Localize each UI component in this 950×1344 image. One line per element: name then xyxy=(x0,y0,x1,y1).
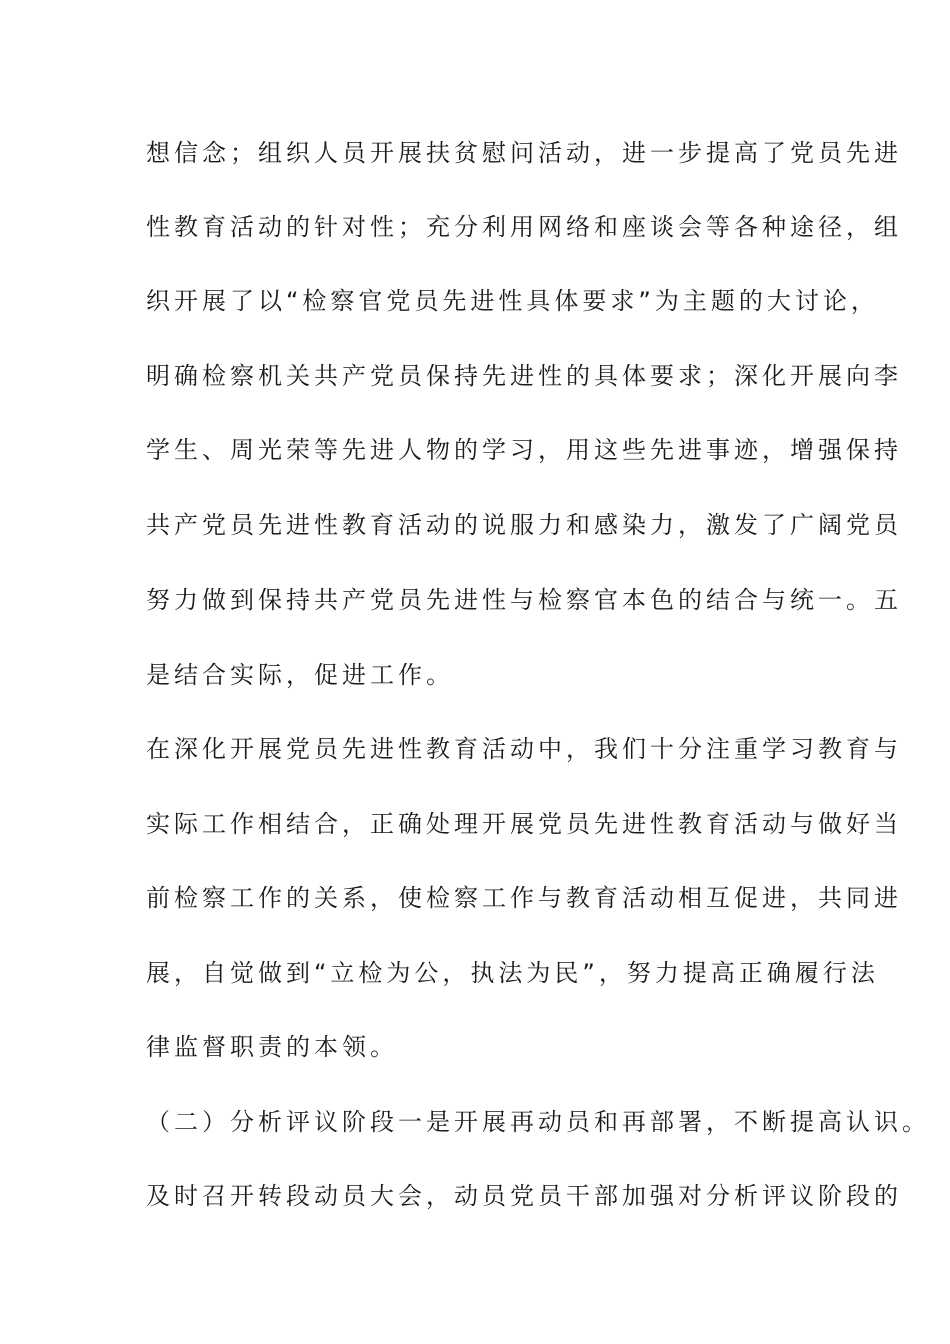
text-line: 律监督职责的本领。 xyxy=(146,1033,398,1061)
paragraph-start-line: 在深化开展党员先进性教育活动中，我们十分注重学习教育与 xyxy=(146,735,902,763)
text-line: 明确检察机关共产党员保持先进性的具体要求；深化开展向李 xyxy=(146,362,902,390)
text-line: 实际工作相结合，正确处理开展党员先进性教育活动与做好当 xyxy=(146,810,902,838)
section-heading-line: （二）分析评议阶段一是开展再动员和再部署，不断提高认识。 xyxy=(146,1108,930,1136)
text-line: 共产党员先进性教育活动的说服力和感染力，激发了广阔党员 xyxy=(146,511,902,539)
text-line: 织开展了以“检察官党员先进性具体要求”为主题的大讨论， xyxy=(146,287,879,315)
text-line: 努力做到保持共产党员先进性与检察官本色的结合与统一。五 xyxy=(146,586,902,614)
text-line: 是结合实际，促进工作。 xyxy=(146,661,454,689)
text-line: 性教育活动的针对性；充分利用网络和座谈会等各种途径，组 xyxy=(146,213,902,241)
text-line: 及时召开转段动员大会，动员党员干部加强对分析评议阶段的 xyxy=(146,1182,902,1210)
text-line: 学生、周光荣等先进人物的学习，用这些先进事迹，增强保持 xyxy=(146,436,902,464)
text-line: 前检察工作的关系，使检察工作与教育活动相互促进，共同进 xyxy=(146,884,902,912)
text-line: 展，自觉做到“立检为公，执法为民”，努力提高正确履行法 xyxy=(146,959,879,987)
text-line: 想信念；组织人员开展扶贫慰问活动，进一步提高了党员先进 xyxy=(146,139,902,167)
